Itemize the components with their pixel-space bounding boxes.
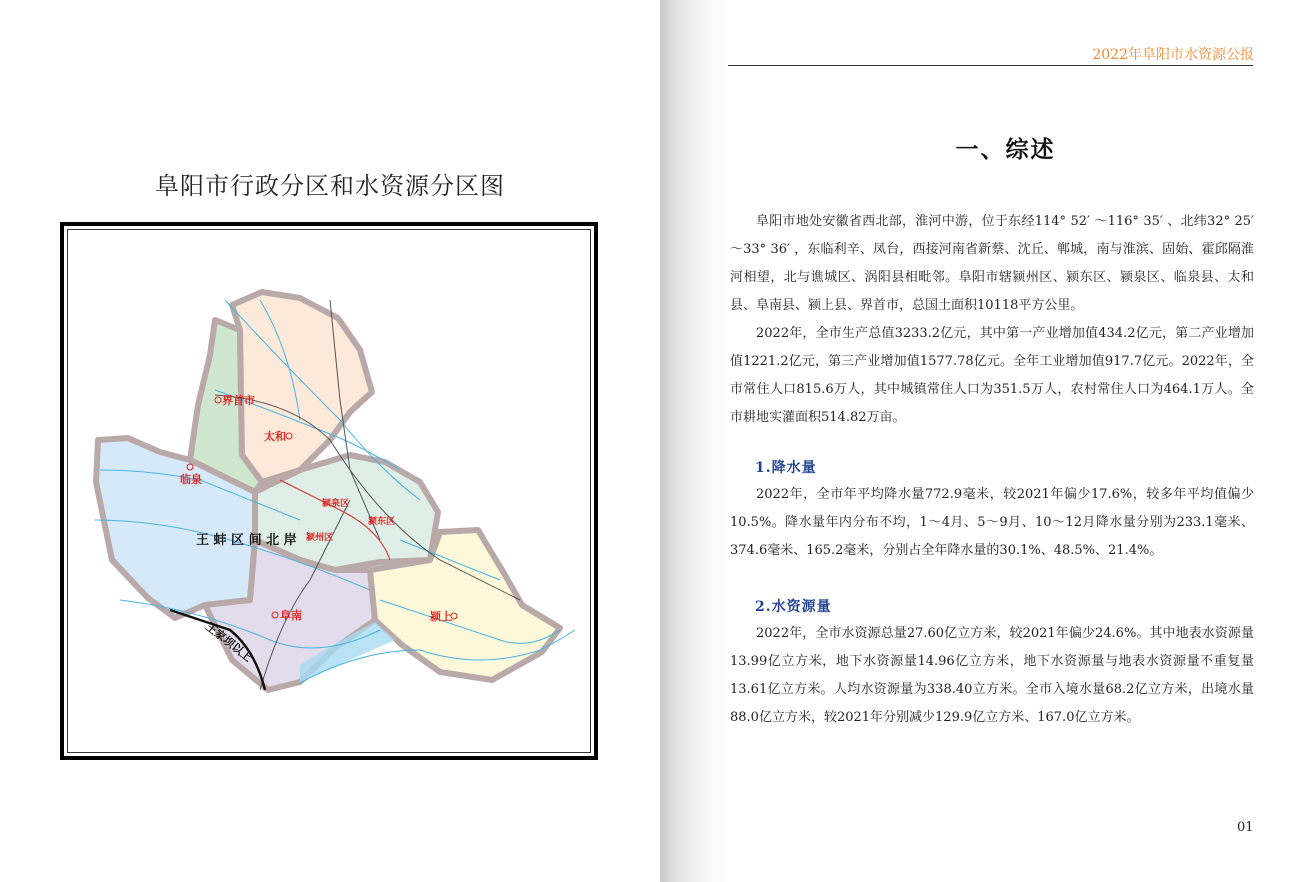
label-yingshang: 颍上 — [430, 610, 452, 623]
precipitation-paragraph: 2022年，全市年平均降水量772.9毫米，较2021年偏少17.6%，较多年平均值偏少10.5%。降水量年内分布不均，1～4月、5～9月、10～12月降水量分别为233.1毫米、374.6毫米、165.2毫米，分别占全年降水量的30.1%、48.5%、21.4%。 — [730, 487, 1254, 558]
label-taihe: 太和 — [264, 430, 286, 443]
label-wangbeng: 王 蚌 区 间 北 岸 — [196, 533, 297, 548]
label-yingdong: 颍东区 — [368, 517, 396, 527]
intro-text — [730, 208, 1254, 432]
page-number: 01 — [1237, 820, 1254, 835]
section-title: 一、综述 — [955, 136, 1056, 163]
water-resources-text — [730, 620, 1254, 732]
water-resources-paragraph: 2022年，全市水资源总量27.60亿立方米，较2021年偏少24.6%。其中地表水资源量13.99亿立方米，地下水资源量14.96亿立方米，地下水资源量与地表水资源量不重复量13.61亿立方米。人均水资源量为338.40立方米。全市入境水量68.2亿立方米，出境水量88.0亿立方米，较2021年分别减少129.9亿立方米、167.0亿立方米。 — [730, 626, 1254, 725]
heading-precipitation: 1.降水量 — [755, 460, 817, 476]
label-yingquan: 颍泉区 — [322, 499, 350, 509]
heading-water-resources: 2.水资源量 — [755, 599, 832, 615]
label-yingzhou: 颍州区 — [306, 533, 334, 543]
running-head: 2022年阜阳市水资源公报 — [1092, 47, 1254, 63]
intro-paragraph: 2022年，全市生产总值3233.2亿元，其中第一产业增加值434.2亿元，第二产业增加值1221.2亿元，第三产业增加值1577.78亿元。全年工业增加值917.7亿元。2022年，全市常住人口815.6万人，其中城镇常住人口为351.5万人，农村常住人口为464.1万人。全市耕地实灌面积514.82万亩。 — [730, 326, 1254, 425]
header-rule — [728, 65, 1253, 66]
label-wangjiaba: 王家坝以上 — [203, 620, 255, 665]
label-jieshou: 界首市 — [222, 394, 255, 407]
label-linquan: 临泉 — [180, 473, 202, 486]
label-funan: 阜南 — [280, 609, 302, 622]
intro-paragraph: 阜阳市地处安徽省西北部，淮河中游，位于东经114° 52′ ～116° 35′ 、北纬32° 25′ ～33° 36′ ，东临利辛、凤台，西接河南省新蔡、沈丘、郸城，南与淮滨、固始、霍邱隔淮河相望，北与谯城区、涡阳县相毗邻。阜阳市辖颍州区、颍东区、颍泉区、临泉县、太和县、阜南县、颍上县、界首市，总国土面积10118平方公里。 — [730, 214, 1254, 313]
map-title: 阜阳市行政分区和水资源分区图 — [155, 172, 505, 200]
precipitation-text — [730, 481, 1254, 565]
